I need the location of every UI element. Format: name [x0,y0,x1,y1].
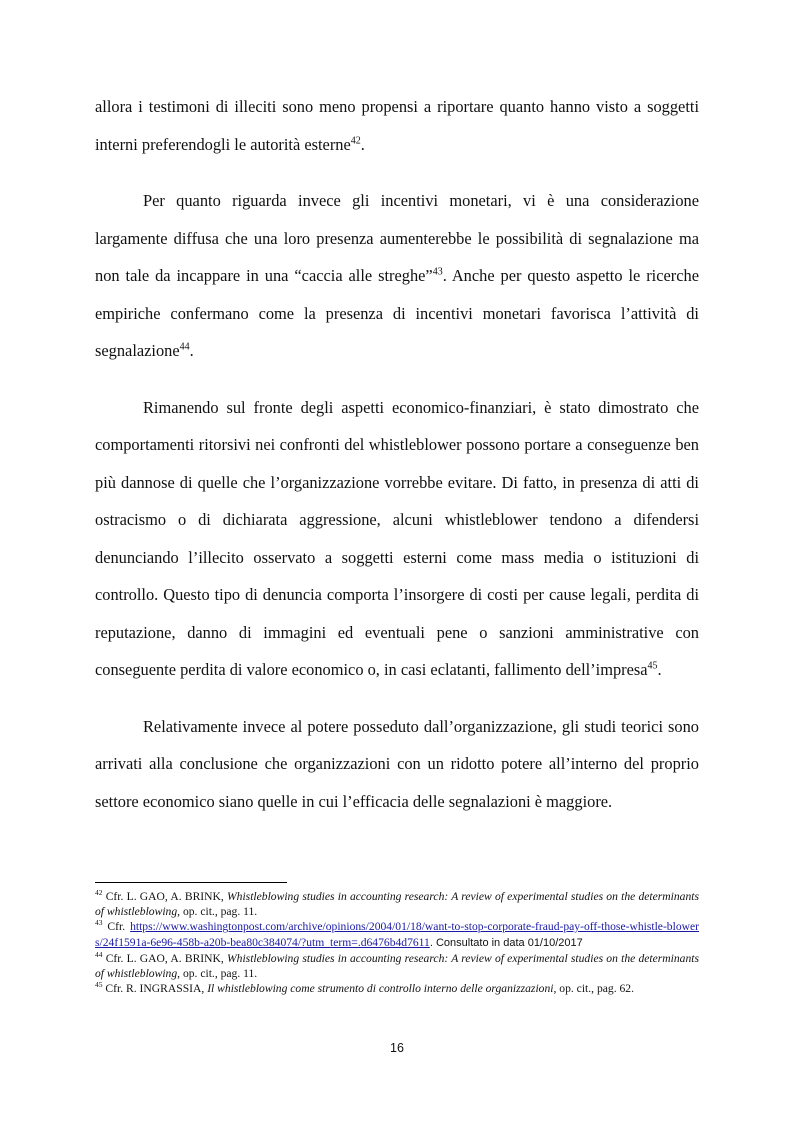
footnote-44: $^{44}$ Cfr. L. GAO, A. BRINK, Whistleblowing studies in accounting research: A review of experimental studies on the determinants of whistleblowing, op. cit., pag. 11. [95,949,699,981]
paragraph-2: Per quanto riguarda invece gli incentivi monetari, vi è una considerazione largamente diffusa che una loro presenza aumenterebbe le possibilità di segnalazione ma non tale da incappare in una “caccia alle streghe”$^{43}$. Anche per questo aspetto le ricerche empiriche confermano come la presenza di incentivi monetari favorisca l’attività di segnalazione$^{44}$. [95,191,699,360]
footnotes [95,889,699,996]
body-text [95,88,699,839]
footnote-43: $^{43}$ Cfr. https://www.washingtonpost.com/archive/opinions/2004/01/18/want-to-stop-corporate-fraud-pay-off-those-whistle-blowers/24f1591a-6e96-458b-a20b-bea80c384074/?utm_term=.d6476b4d7611. Consultato in data 01/10/2017 [95,918,699,949]
footnote-ref-42[interactable]: 42 [350,135,361,147]
paragraph-1: allora i testimoni di illeciti sono meno propensi a riportare quanto hanno visto a soggetti interni preferendogli le autorità esterne$^{42}$. [95,97,699,154]
footnote-separator [95,882,287,883]
footnote-42: $^{42}$ Cfr. L. GAO, A. BRINK, Whistleblowing studies in accounting research: A review of experimental studies on the determinants of whistleblowing, op. cit., pag. 11. [95,888,699,919]
footnote-ref-45[interactable]: 45 [647,660,658,672]
paragraph-3: Rimanendo sul fronte degli aspetti economico-finanziari, è stato dimostrato che comportamenti ritorsivi nei confronti del whistleblower possono portare a conseguenze ben più dannose di quelle che l’organizzazione vorrebbe evitare. Di fatto, in presenza di atti di ostracismo o di dichiarata aggressione, alcuni whistleblower tendono a difendersi denunciando l’illecito osservato a soggetti esterni come mass media o istituzioni di controllo. Questo tipo di denuncia comporta l’insorgere di costi per cause legali, perdita di reputazione, danno di immagini ed eventuali pene o sanzioni amministrative con conseguente perdita di valore economico o, in casi eclatanti, fallimento dell’impresa$^{45}$. [95,397,699,679]
paragraph-4: Relativamente invece al potere posseduto dall’organizzazione, gli studi teorici sono arrivati alla conclusione che organizzazioni con un ridotto potere all’interno del proprio settore economico siano quelle in cui l’efficacia delle segnalazioni è maggiore. [95,716,699,811]
footnote-link[interactable]: https://www.washingtonpost.com/archive/opinions/2004/01/18/want-to-stop-corporate-fraud-pay-off-those-whistle-blowers/24f1591a-6e96-458b-a20b-bea80c384074/?utm_term=.d6476b4d7611 [95,920,699,949]
document-page [95,0,699,1123]
page-number: 16 [390,1041,404,1055]
footnote-ref-43[interactable]: 43 [432,266,443,278]
footnote-45: $^{45}$ Cfr. R. INGRASSIA, Il whistleblowing come strumento di controllo interno delle organizzazioni, op. cit., pag. 62. [95,980,634,996]
footnote-ref-44[interactable]: 44 [179,341,190,353]
